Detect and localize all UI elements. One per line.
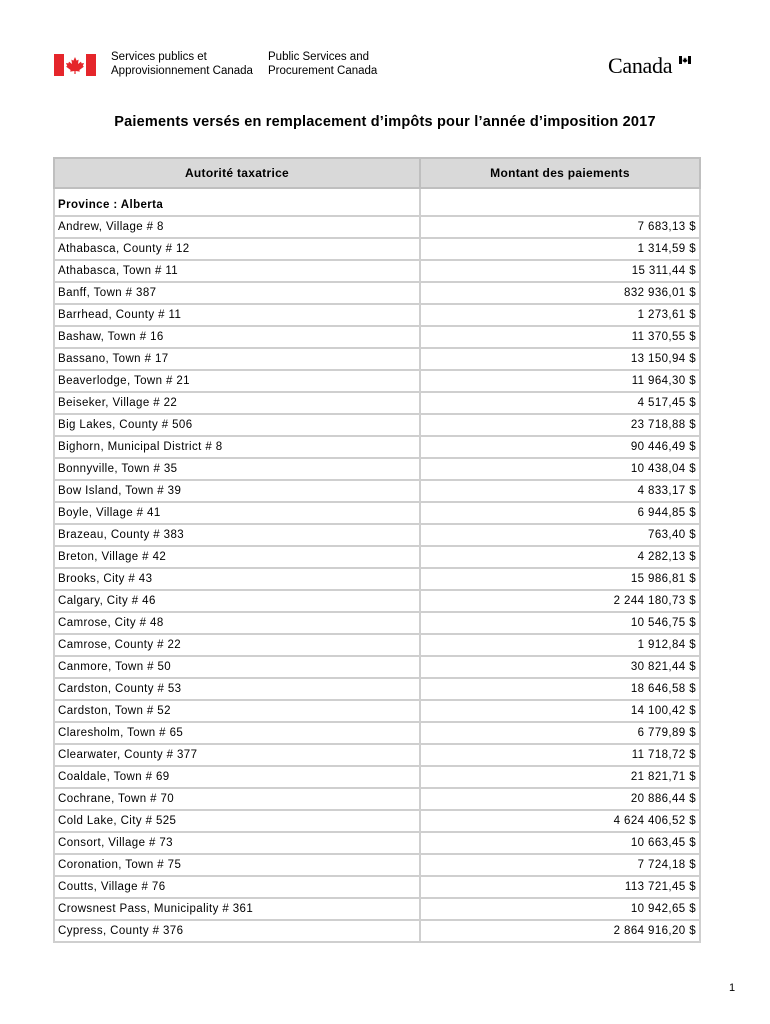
- table-row: [54, 722, 700, 744]
- payment-amount: 4 517,45 $: [420, 392, 700, 414]
- payment-amount: 7 683,13 $: [420, 216, 700, 238]
- payment-amount: 2 864 916,20 $: [420, 920, 700, 942]
- authority-name: Cardston, County # 53: [54, 678, 420, 700]
- dept-en-line2: Procurement Canada: [268, 64, 378, 77]
- table-row: [54, 480, 700, 502]
- table-row: [54, 898, 700, 920]
- authority-name: Bassano, Town # 17: [54, 348, 420, 370]
- authority-name: Brazeau, County # 383: [54, 524, 420, 546]
- wordmark-text: Canada: [608, 53, 673, 78]
- column-header-authority: Autorité taxatrice: [54, 158, 420, 188]
- authority-name: Cardston, Town # 52: [54, 700, 420, 722]
- payment-amount: 4 624 406,52 $: [420, 810, 700, 832]
- table-row: [54, 348, 700, 370]
- payment-amount: 113 721,45 $: [420, 876, 700, 898]
- table-row: [54, 678, 700, 700]
- authority-name: Beaverlodge, Town # 21: [54, 370, 420, 392]
- wordmark-flag-icon: [679, 56, 691, 64]
- table-row: [54, 370, 700, 392]
- table-row: [54, 392, 700, 414]
- province-label: Province : Alberta: [54, 188, 420, 216]
- payment-amount: 13 150,94 $: [420, 348, 700, 370]
- authority-name: Canmore, Town # 50: [54, 656, 420, 678]
- dept-fr-line2: Approvisionnement Canada: [111, 64, 253, 77]
- payment-amount: 1 273,61 $: [420, 304, 700, 326]
- table-row: [54, 414, 700, 436]
- table-row: [54, 854, 700, 876]
- page-number: 1: [729, 982, 736, 994]
- authority-name: Banff, Town # 387: [54, 282, 420, 304]
- authority-name: Bighorn, Municipal District # 8: [54, 436, 420, 458]
- authority-name: Bonnyville, Town # 35: [54, 458, 420, 480]
- department-name-fr: [111, 51, 253, 78]
- dept-fr-line1: Services publics et: [111, 51, 207, 63]
- dept-en-line1: Public Services and: [268, 51, 369, 63]
- payment-amount: 18 646,58 $: [420, 678, 700, 700]
- payment-amount: 90 446,49 $: [420, 436, 700, 458]
- table-row: [54, 744, 700, 766]
- authority-name: Andrew, Village # 8: [54, 216, 420, 238]
- table-row: [54, 216, 700, 238]
- table-row: [54, 876, 700, 898]
- payment-amount: 15 986,81 $: [420, 568, 700, 590]
- authority-name: Consort, Village # 73: [54, 832, 420, 854]
- payment-amount: 7 724,18 $: [420, 854, 700, 876]
- payment-amount: 11 964,30 $: [420, 370, 700, 392]
- authority-name: Calgary, City # 46: [54, 590, 420, 612]
- table-row: [54, 524, 700, 546]
- table-row: [54, 304, 700, 326]
- table-row: [54, 260, 700, 282]
- province-amount-cell: [420, 188, 700, 216]
- authority-name: Cochrane, Town # 70: [54, 788, 420, 810]
- payment-amount: 832 936,01 $: [420, 282, 700, 304]
- authority-name: Clearwater, County # 377: [54, 744, 420, 766]
- authority-name: Crowsnest Pass, Municipality # 361: [54, 898, 420, 920]
- payment-amount: 11 370,55 $: [420, 326, 700, 348]
- table-row: [54, 590, 700, 612]
- canada-wordmark: [608, 52, 690, 80]
- payments-table: [53, 157, 701, 943]
- payment-amount: 10 663,45 $: [420, 832, 700, 854]
- table-row: [54, 458, 700, 480]
- payment-amount: 14 100,42 $: [420, 700, 700, 722]
- canada-flag-icon: [54, 54, 96, 76]
- authority-name: Athabasca, County # 12: [54, 238, 420, 260]
- authority-name: Coaldale, Town # 69: [54, 766, 420, 788]
- authority-name: Coronation, Town # 75: [54, 854, 420, 876]
- payment-amount: 15 311,44 $: [420, 260, 700, 282]
- table-row: [54, 656, 700, 678]
- table-row: [54, 766, 700, 788]
- authority-name: Beiseker, Village # 22: [54, 392, 420, 414]
- authority-name: Claresholm, Town # 65: [54, 722, 420, 744]
- table-row: [54, 920, 700, 942]
- authority-name: Brooks, City # 43: [54, 568, 420, 590]
- table-row: [54, 634, 700, 656]
- table-header-row: [54, 158, 700, 188]
- payment-amount: 1 314,59 $: [420, 238, 700, 260]
- payment-amount: 10 546,75 $: [420, 612, 700, 634]
- payment-amount: 23 718,88 $: [420, 414, 700, 436]
- table-row: [54, 568, 700, 590]
- authority-name: Coutts, Village # 76: [54, 876, 420, 898]
- payments-table-container: [53, 157, 699, 943]
- payment-amount: 10 438,04 $: [420, 458, 700, 480]
- table-row: [54, 612, 700, 634]
- table-row: [54, 282, 700, 304]
- page-header: [0, 0, 770, 90]
- payment-amount: 4 833,17 $: [420, 480, 700, 502]
- payment-amount: 6 944,85 $: [420, 502, 700, 524]
- authority-name: Cold Lake, City # 525: [54, 810, 420, 832]
- table-row: [54, 810, 700, 832]
- payment-amount: 20 886,44 $: [420, 788, 700, 810]
- table-row: [54, 546, 700, 568]
- authority-name: Camrose, City # 48: [54, 612, 420, 634]
- table-row: [54, 832, 700, 854]
- table-row: [54, 238, 700, 260]
- table-row: [54, 788, 700, 810]
- payment-amount: 6 779,89 $: [420, 722, 700, 744]
- authority-name: Barrhead, County # 11: [54, 304, 420, 326]
- payment-amount: 4 282,13 $: [420, 546, 700, 568]
- payment-amount: 1 912,84 $: [420, 634, 700, 656]
- province-row: [54, 188, 700, 216]
- table-row: [54, 326, 700, 348]
- authority-name: Bashaw, Town # 16: [54, 326, 420, 348]
- authority-name: Bow Island, Town # 39: [54, 480, 420, 502]
- authority-name: Big Lakes, County # 506: [54, 414, 420, 436]
- column-header-amount: Montant des paiements: [420, 158, 700, 188]
- payment-amount: 10 942,65 $: [420, 898, 700, 920]
- payment-amount: 763,40 $: [420, 524, 700, 546]
- authority-name: Breton, Village # 42: [54, 546, 420, 568]
- payment-amount: 21 821,71 $: [420, 766, 700, 788]
- table-row: [54, 700, 700, 722]
- table-row: [54, 436, 700, 458]
- authority-name: Camrose, County # 22: [54, 634, 420, 656]
- page-title: Paiements versés en remplacement d’impôts pour l’année d’imposition 2017: [114, 114, 656, 130]
- table-row: [54, 502, 700, 524]
- payment-amount: 2 244 180,73 $: [420, 590, 700, 612]
- department-name-en: [268, 51, 377, 78]
- payment-amount: 30 821,44 $: [420, 656, 700, 678]
- payment-amount: 11 718,72 $: [420, 744, 700, 766]
- authority-name: Boyle, Village # 41: [54, 502, 420, 524]
- authority-name: Cypress, County # 376: [54, 920, 420, 942]
- authority-name: Athabasca, Town # 11: [54, 260, 420, 282]
